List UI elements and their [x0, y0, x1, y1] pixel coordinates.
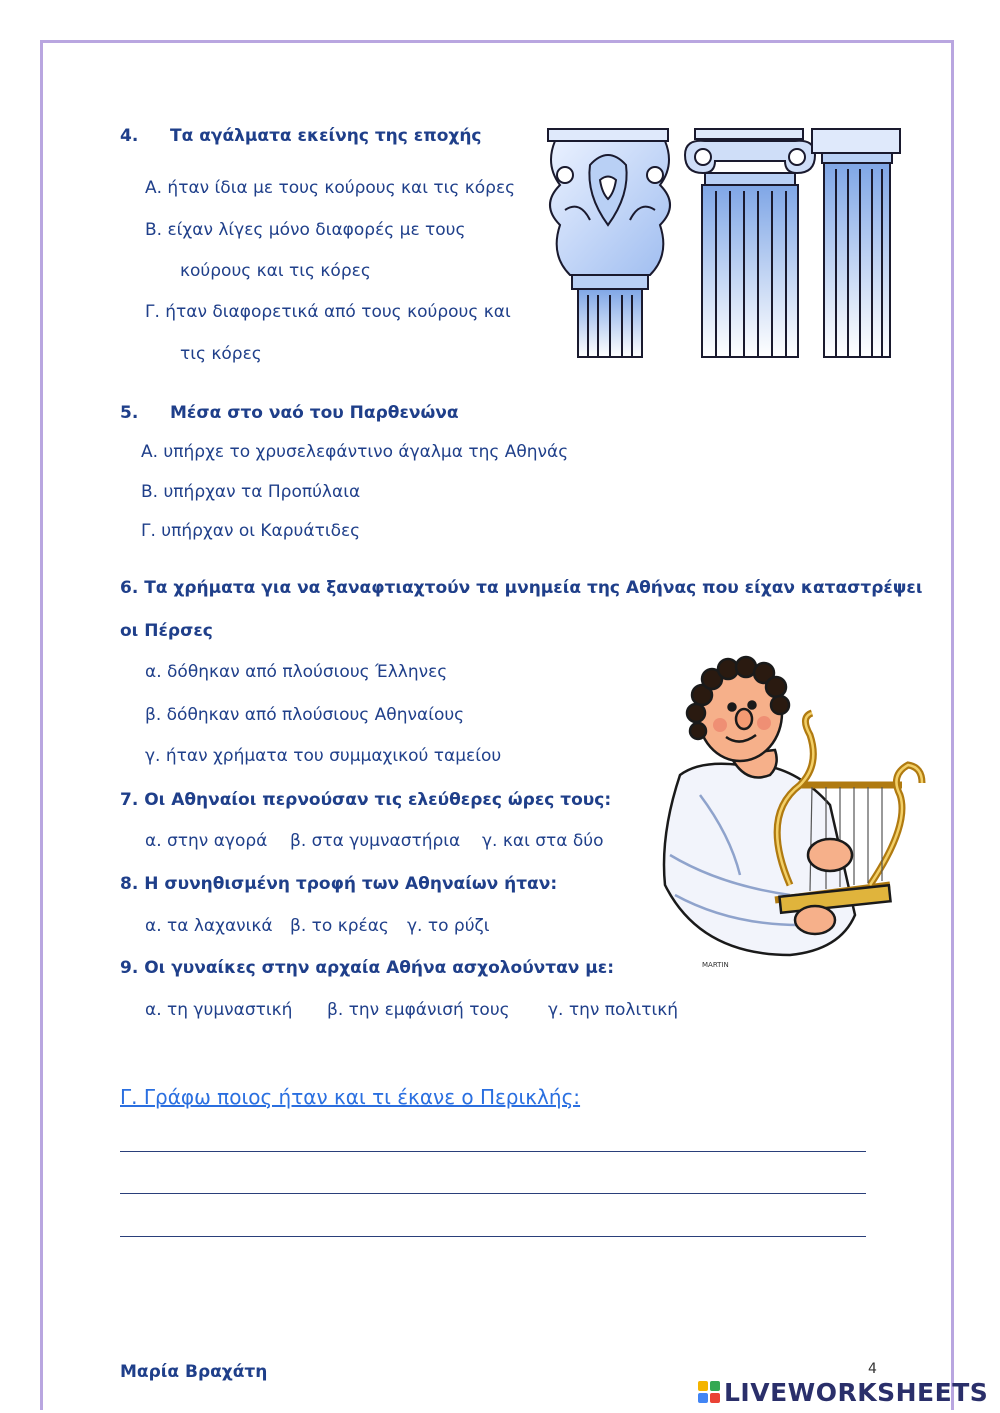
question-4-option-b[interactable]: Β. είχαν λίγες μόνο διαφορές με τους	[145, 220, 466, 240]
question-4-option-b-cont: κούρους και τις κόρες	[180, 261, 371, 281]
answer-line-2[interactable]	[120, 1193, 866, 1194]
ancient-columns-illustration	[540, 125, 905, 365]
question-5-number: 5.	[120, 403, 139, 423]
question-4-number: 4.	[120, 126, 139, 146]
question-5-option-b[interactable]: Β. υπήρχαν τα Προπύλαια	[141, 482, 361, 502]
author-name: Μαρία Βραχάτη	[120, 1362, 268, 1382]
question-4-option-c-cont: τις κόρες	[180, 344, 262, 364]
doric-column	[812, 129, 900, 357]
question-8-option-c[interactable]: γ. το ρύζι	[407, 916, 490, 936]
question-9-option-c[interactable]: γ. την πολιτική	[548, 1000, 679, 1020]
question-6-option-b[interactable]: β. δόθηκαν από πλούσιους Αθηναίους	[145, 705, 465, 725]
question-5-option-c[interactable]: Γ. υπήρχαν οι Καρυάτιδες	[141, 521, 361, 541]
question-9-option-b[interactable]: β. την εμφάνισή τους	[327, 1000, 510, 1020]
liveworksheets-logo[interactable]	[698, 1377, 988, 1407]
question-7-option-b[interactable]: β. στα γυμναστήρια	[290, 831, 461, 851]
lyre-player-illustration	[640, 655, 930, 980]
logo-blocks-icon	[698, 1381, 720, 1403]
question-7-option-a[interactable]: α. στην αγορά	[145, 831, 268, 851]
question-7-option-c[interactable]: γ. και στα δύο	[482, 831, 604, 851]
question-8-option-a[interactable]: α. τα λαχανικά	[145, 916, 273, 936]
question-8-option-b[interactable]: β. το κρέας	[290, 916, 389, 936]
illustration-signature: MARTIN	[702, 961, 729, 969]
question-6-option-c[interactable]: γ. ήταν χρήματα του συμμαχικού ταμείου	[145, 746, 502, 766]
question-6-line-2: οι Πέρσες	[120, 621, 213, 641]
logo-text: LIVEWORKSHEETS	[724, 1377, 989, 1407]
question-6-line-1: 6. Τα χρήματα για να ξαναφτιαχτούν τα μνημεία της Αθήνας που είχαν καταστρέψει	[120, 578, 923, 598]
question-7: 7. Οι Αθηναίοι περνούσαν τις ελεύθερες ώρες τους:	[120, 790, 612, 810]
question-4-option-c[interactable]: Γ. ήταν διαφορετικά από τους κούρους και	[145, 302, 511, 322]
question-9: 9. Οι γυναίκες στην αρχαία Αθήνα ασχολούνταν με:	[120, 958, 615, 978]
ionic-column	[685, 129, 815, 357]
question-6-option-a[interactable]: α. δόθηκαν από πλούσιους Έλληνες	[145, 662, 448, 682]
question-4	[120, 126, 482, 146]
question-5	[120, 403, 459, 423]
question-5-text: Μέσα στο ναό του Παρθενώνα	[170, 403, 459, 423]
question-4-text: Τα αγάλματα εκείνης της εποχής	[170, 126, 482, 146]
section-c-heading: Γ. Γράφω ποιος ήταν και τι έκανε ο Περικλής:	[120, 1085, 581, 1109]
answer-line-3[interactable]	[120, 1236, 866, 1237]
question-9-option-a[interactable]: α. τη γυμναστική	[145, 1000, 293, 1020]
corinthian-column	[548, 129, 670, 357]
answer-line-1[interactable]	[120, 1151, 866, 1152]
question-5-option-a[interactable]: Α. υπήρχε το χρυσελεφάντινο άγαλμα της Αθηνάς	[141, 442, 569, 462]
question-8: 8. Η συνηθισμένη τροφή των Αθηναίων ήταν:	[120, 874, 558, 894]
question-4-option-a[interactable]: Α. ήταν ίδια με τους κούρους και τις κόρες	[145, 178, 516, 198]
page-number: 4	[868, 1361, 877, 1377]
